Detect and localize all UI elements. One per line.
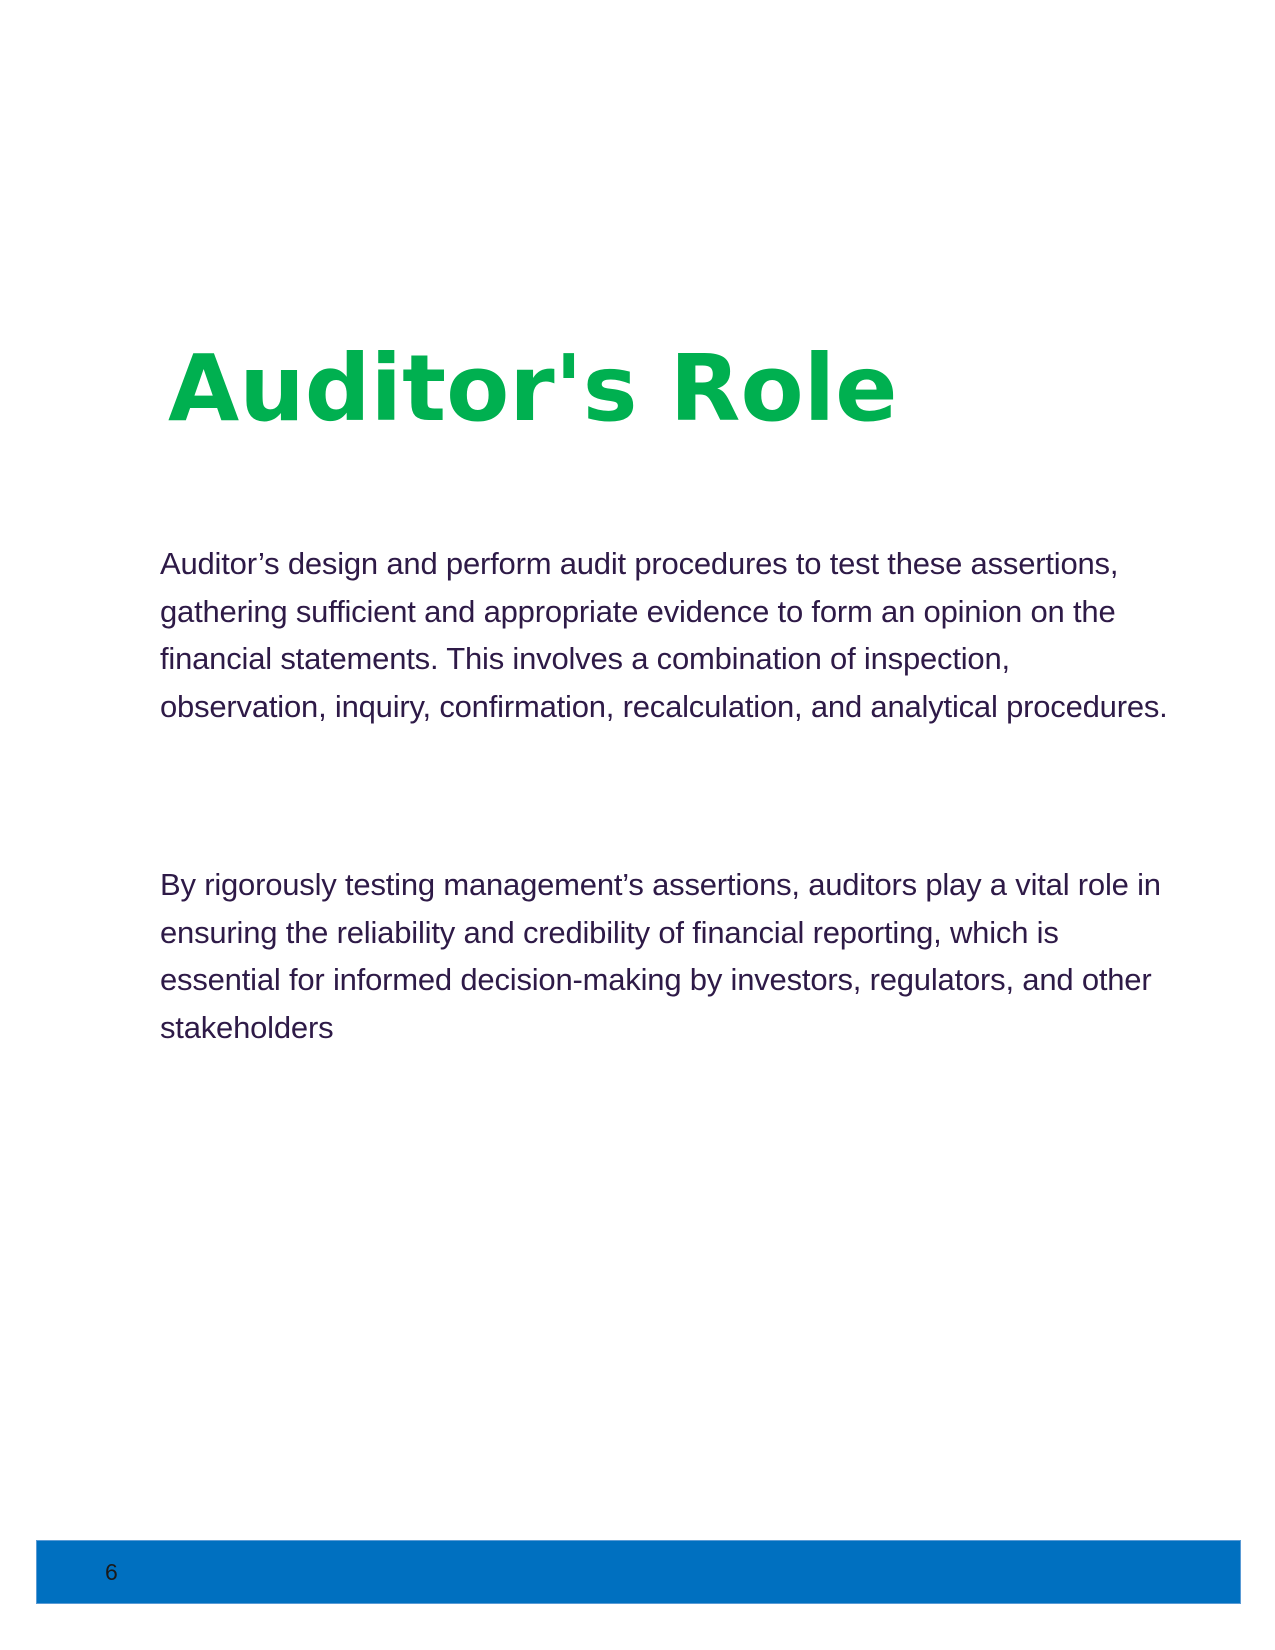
page-number: 6 — [105, 1559, 118, 1585]
page-title: Auditor's Role — [168, 335, 898, 442]
footer-bar — [36, 1540, 1241, 1604]
body-paragraph-2: By rigorously testing management’s assertions, auditors play a vital role in ensuring the reliability and credibility of financial reporting, which is essential for informed decision-making by investors, regulators, and other stakeholders — [160, 867, 1161, 1045]
body-paragraph-1: Auditor’s design and perform audit procedures to test these assertions, gathering sufficient and appropriate evidence to form an opinion on the financial statements. This involves a combination of inspection, observation, inquiry, confirmation, recalculation, and analytical procedures. — [160, 546, 1168, 724]
